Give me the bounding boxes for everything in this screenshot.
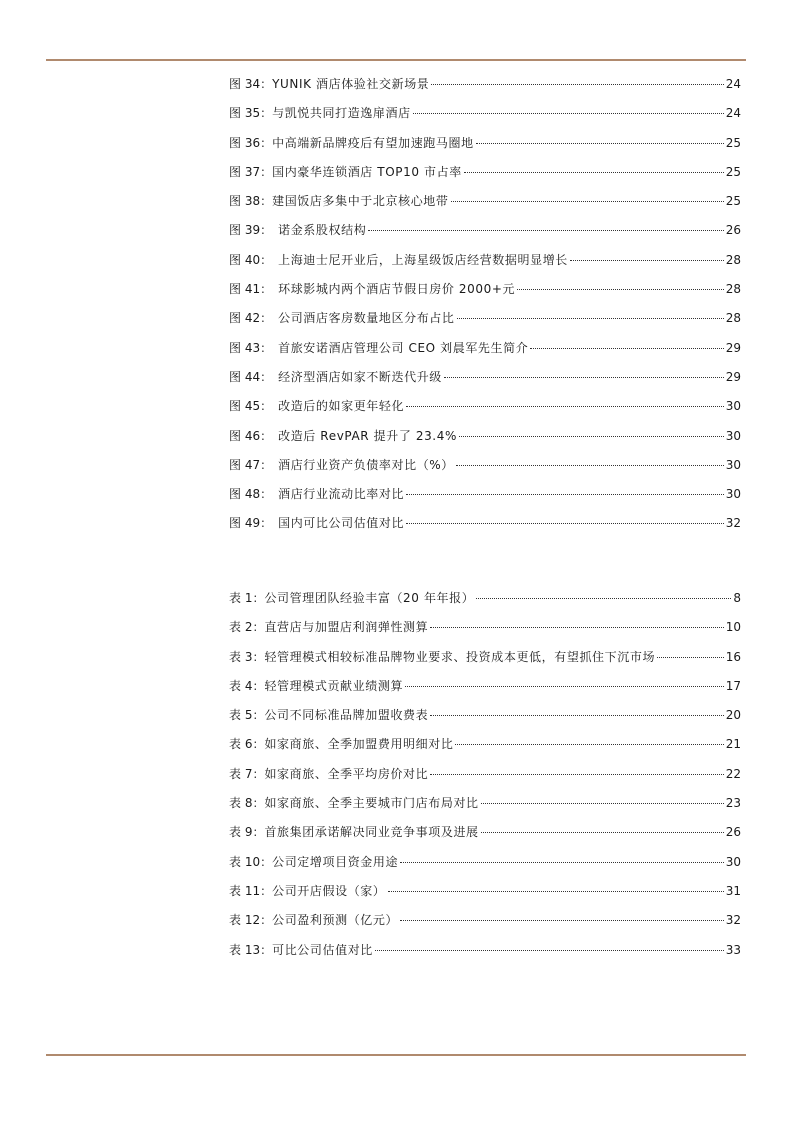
entry-page-number: 22	[725, 766, 741, 781]
table-entry[interactable]	[229, 824, 741, 853]
figure-entry[interactable]	[229, 105, 741, 134]
entry-title: 上海迪士尼开业后，上海星级饭店经营数据明显增长	[278, 252, 568, 267]
entry-label: 表 12：	[229, 913, 273, 928]
entry-label: 图 37：	[229, 164, 273, 179]
entry-page-number: 30	[725, 399, 741, 414]
figure-entry[interactable]	[229, 193, 741, 222]
table-entry[interactable]	[229, 678, 741, 707]
table-entry[interactable]	[229, 707, 741, 736]
entry-label: 表 10：	[229, 854, 273, 869]
entry-page-number: 21	[725, 737, 741, 752]
dot-leader	[476, 598, 731, 599]
entry-page-number: 25	[725, 194, 741, 209]
table-entry[interactable]	[229, 590, 741, 619]
dot-leader	[406, 406, 724, 407]
entry-page-number: 20	[725, 708, 741, 723]
entry-title: 轻管理模式相较标准品牌物业要求、投资成本更低，有望抓住下沉市场	[264, 649, 656, 664]
entry-title: 如家商旅、全季加盟费用明细对比	[264, 737, 454, 752]
dot-leader	[430, 627, 723, 628]
dot-leader	[455, 744, 723, 745]
figure-entry[interactable]	[229, 76, 741, 105]
entry-label: 表 13：	[229, 942, 273, 957]
entry-label: 表 11：	[229, 883, 273, 898]
dot-leader	[430, 715, 723, 716]
entry-label: 图 45：	[229, 399, 273, 414]
entry-page-number: 24	[725, 77, 741, 91]
figure-entry[interactable]	[229, 398, 741, 427]
table-list	[229, 590, 741, 971]
entry-page-number: 28	[725, 252, 741, 267]
entry-page-number: 8	[733, 591, 741, 605]
dot-leader	[457, 318, 724, 319]
entry-label: 图 38：	[229, 194, 273, 209]
figure-entry[interactable]	[229, 340, 741, 369]
entry-page-number: 17	[725, 678, 741, 693]
entry-title: 改造后的如家更年轻化	[278, 399, 405, 414]
entry-label: 图 42：	[229, 311, 273, 326]
entry-page-number: 30	[725, 854, 741, 869]
entry-label: 表 2：	[229, 620, 265, 635]
dot-leader	[405, 686, 724, 687]
entry-title: 如家商旅、全季平均房价对比	[264, 766, 429, 781]
entry-title: 与凯悦共同打造逸扉酒店	[272, 106, 411, 121]
figure-list	[229, 76, 741, 545]
entry-title: 可比公司估值对比	[272, 942, 373, 957]
entry-label: 图 47：	[229, 457, 273, 472]
entry-label: 表 4：	[229, 678, 265, 693]
entry-label: 图 44：	[229, 369, 273, 384]
table-entry[interactable]	[229, 883, 741, 912]
entry-page-number: 30	[725, 487, 741, 502]
figure-entry[interactable]	[229, 369, 741, 398]
table-entry[interactable]	[229, 766, 741, 795]
entry-label: 图 41：	[229, 282, 273, 297]
figure-entry[interactable]	[229, 486, 741, 515]
entry-page-number: 10	[725, 620, 741, 635]
entry-title: 公司管理团队经验丰富（20 年年报）	[264, 591, 475, 605]
entry-label: 图 36：	[229, 135, 273, 150]
entry-title: 经济型酒店如家不断迭代升级	[278, 369, 442, 384]
entry-page-number: 29	[725, 369, 741, 384]
entry-title: 诺金系股权结构	[278, 223, 367, 238]
entry-label: 图 34：	[229, 77, 273, 91]
table-entry[interactable]	[229, 649, 741, 678]
dot-leader	[444, 377, 724, 378]
entry-title: 公司不同标准品牌加盟收费表	[264, 708, 429, 723]
dot-leader	[459, 436, 724, 437]
entry-title: 建国饭店多集中于北京核心地带	[272, 194, 449, 209]
figure-entry[interactable]	[229, 281, 741, 310]
entry-page-number: 29	[725, 340, 741, 355]
figure-entry[interactable]	[229, 164, 741, 193]
entry-title: 中高端新品牌疫后有望加速跑马圈地	[272, 135, 474, 150]
entry-label: 表 8：	[229, 796, 265, 811]
entry-page-number: 16	[725, 649, 741, 664]
header-rule	[46, 59, 746, 61]
table-entry[interactable]	[229, 912, 741, 941]
entry-page-number: 26	[725, 223, 741, 238]
entry-page-number: 28	[725, 282, 741, 297]
entry-title: 国内豪华连锁酒店 TOP10 市占率	[272, 164, 462, 179]
figure-entry[interactable]	[229, 310, 741, 339]
figure-entry[interactable]	[229, 428, 741, 457]
entry-page-number: 30	[725, 457, 741, 472]
entry-title: 公司开店假设（家）	[272, 883, 386, 898]
figure-entry[interactable]	[229, 135, 741, 164]
dot-leader	[375, 950, 724, 951]
table-entry[interactable]	[229, 795, 741, 824]
dot-leader	[431, 84, 723, 85]
entry-label: 图 49：	[229, 516, 273, 531]
entry-label: 表 3：	[229, 649, 265, 664]
entry-title: 国内可比公司估值对比	[278, 516, 405, 531]
dot-leader	[570, 260, 724, 261]
dot-leader	[517, 289, 724, 290]
entry-title: 首旅集团承诺解决同业竞争事项及进展	[264, 825, 479, 840]
entry-label: 图 39：	[229, 223, 273, 238]
entry-page-number: 24	[725, 106, 741, 121]
entry-page-number: 23	[725, 796, 741, 811]
entry-page-number: 31	[725, 883, 741, 898]
entry-page-number: 25	[725, 164, 741, 179]
figure-entry[interactable]	[229, 252, 741, 281]
dot-leader	[464, 172, 724, 173]
entry-label: 图 46：	[229, 428, 273, 443]
entry-page-number: 28	[725, 311, 741, 326]
dot-leader	[400, 862, 724, 863]
entry-title: 公司盈利预测（亿元）	[272, 913, 399, 928]
dot-leader	[481, 832, 724, 833]
entry-title: 改造后 RevPAR 提升了 23.4%	[278, 428, 457, 443]
entry-page-number: 25	[725, 135, 741, 150]
entry-label: 表 7：	[229, 766, 265, 781]
entry-title: 环球影城内两个酒店节假日房价 2000+元	[278, 282, 516, 297]
entry-title: 公司酒店客房数量地区分布占比	[278, 311, 455, 326]
entry-label: 表 5：	[229, 708, 265, 723]
dot-leader	[481, 803, 724, 804]
table-entry[interactable]	[229, 736, 741, 765]
entry-page-number: 33	[725, 942, 741, 957]
entry-title: 公司定增项目资金用途	[272, 854, 399, 869]
dot-leader	[368, 230, 723, 231]
dot-leader	[388, 891, 724, 892]
entry-page-number: 26	[725, 825, 741, 840]
entry-title: 直营店与加盟店利润弹性测算	[264, 620, 429, 635]
dot-leader	[406, 494, 724, 495]
dot-leader	[657, 657, 724, 658]
entry-label: 表 6：	[229, 737, 265, 752]
dot-leader	[530, 348, 723, 349]
dot-leader	[430, 774, 723, 775]
figure-entry[interactable]	[229, 222, 741, 251]
entry-title: YUNIK 酒店体验社交新场景	[272, 77, 430, 91]
entry-page-number: 32	[725, 913, 741, 928]
entry-title: 酒店行业流动比率对比	[278, 487, 405, 502]
entry-label: 图 40：	[229, 252, 273, 267]
figure-entry[interactable]	[229, 515, 741, 544]
footer-rule	[46, 1054, 746, 1056]
entry-label: 表 1：	[229, 591, 265, 605]
entry-label: 表 9：	[229, 825, 265, 840]
table-entry[interactable]	[229, 619, 741, 648]
entry-label: 图 48：	[229, 487, 273, 502]
entry-page-number: 32	[725, 516, 741, 531]
dot-leader	[476, 143, 724, 144]
entry-title: 如家商旅、全季主要城市门店布局对比	[264, 796, 479, 811]
dot-leader	[456, 465, 724, 466]
dot-leader	[413, 113, 724, 114]
dot-leader	[400, 920, 724, 921]
entry-page-number: 30	[725, 428, 741, 443]
entry-label: 图 35：	[229, 106, 273, 121]
entry-title: 首旅安诺酒店管理公司 CEO 刘晨军先生简介	[278, 340, 529, 355]
dot-leader	[406, 523, 724, 524]
entry-label: 图 43：	[229, 340, 273, 355]
table-entry[interactable]	[229, 942, 741, 971]
table-entry[interactable]	[229, 854, 741, 883]
dot-leader	[451, 201, 724, 202]
entry-title: 酒店行业资产负债率对比（%）	[278, 457, 454, 472]
entry-title: 轻管理模式贡献业绩测算	[264, 678, 404, 693]
figure-entry[interactable]	[229, 457, 741, 486]
